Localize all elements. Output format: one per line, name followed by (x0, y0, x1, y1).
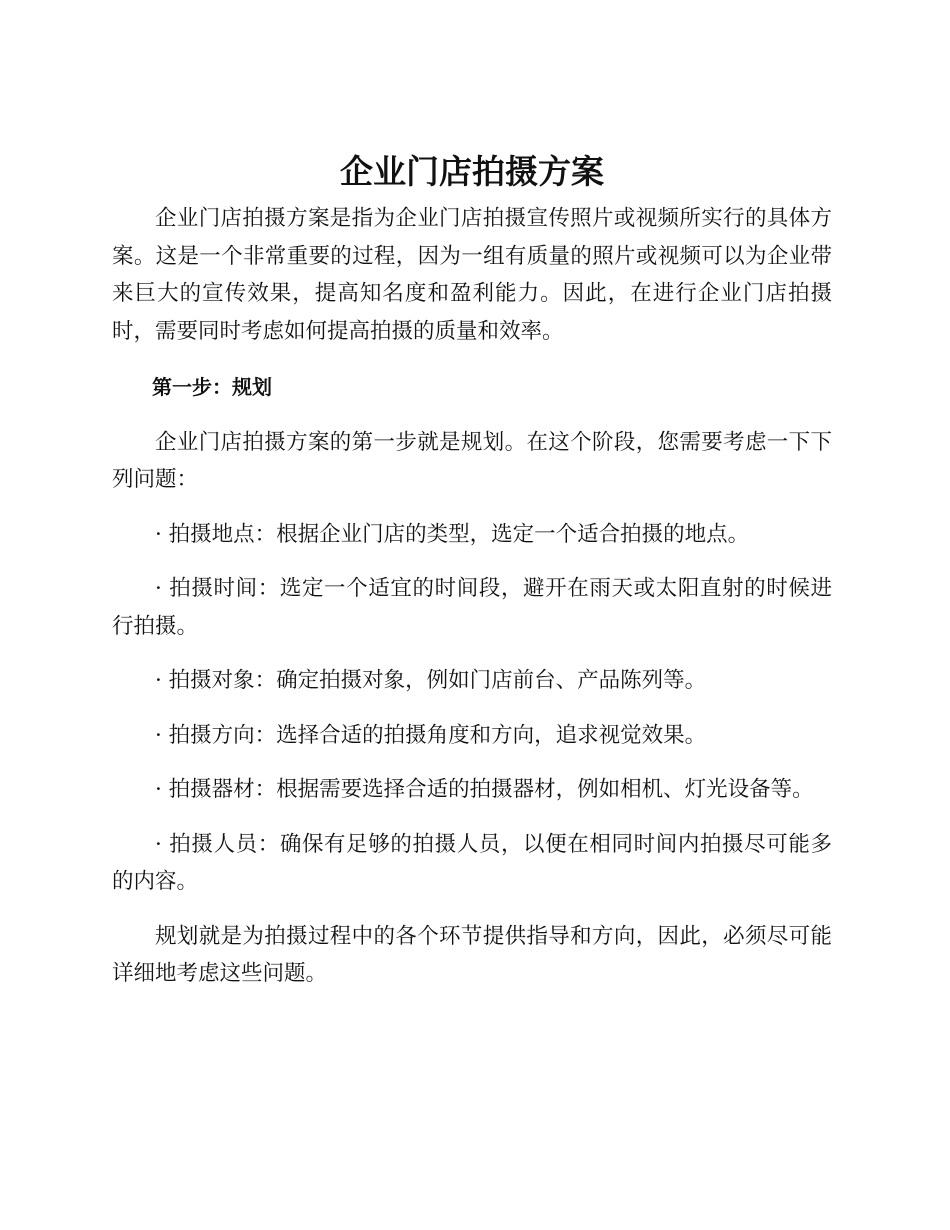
section-intro-paragraph: 企业门店拍摄方案的第一步就是规划。在这个阶段，您需要考虑一下下列问题： (112, 429, 832, 492)
intro-paragraph: 企业门店拍摄方案是指为企业门店拍摄宣传照片或视频所实行的具体方案。这是一个非常重要的过程，因为一组有质量的照片或视频可以为企业带来巨大的宣传效果，提高知名度和盈利能力。因此，在进行企业门店拍摄时，需要同时考虑如何提高拍摄的质量和效率。 (112, 206, 832, 344)
bullet-item: · 拍摄人员：确保有足够的拍摄人员，以便在相同时间内拍摄尽可能多的内容。 (112, 831, 832, 894)
bullet-item: · 拍摄时间：选定一个适宜的时间段，避开在雨天或太阳直射的时候进行拍摄。 (112, 576, 832, 639)
document-page (112, 148, 832, 993)
document-title: 企业门店拍摄方案 (340, 152, 604, 191)
bullet-item: · 拍摄方向：选择合适的拍摄角度和方向，追求视觉效果。 (155, 722, 707, 748)
bullet-item: · 拍摄器材：根据需要选择合适的拍摄器材，例如相机、灯光设备等。 (155, 777, 814, 802)
bullet-item: · 拍摄地点：根据企业门店的类型，选定一个适合拍摄的地点。 (155, 521, 750, 547)
section-heading: 第一步：规划 (152, 375, 272, 399)
closing-paragraph: 规划就是为拍摄过程中的各个环节提供指导和方向，因此，必须尽可能详细地考虑这些问题。 (112, 923, 832, 986)
bullet-item: · 拍摄对象：确定拍摄对象，例如门店前台、产品陈列等。 (155, 668, 707, 693)
